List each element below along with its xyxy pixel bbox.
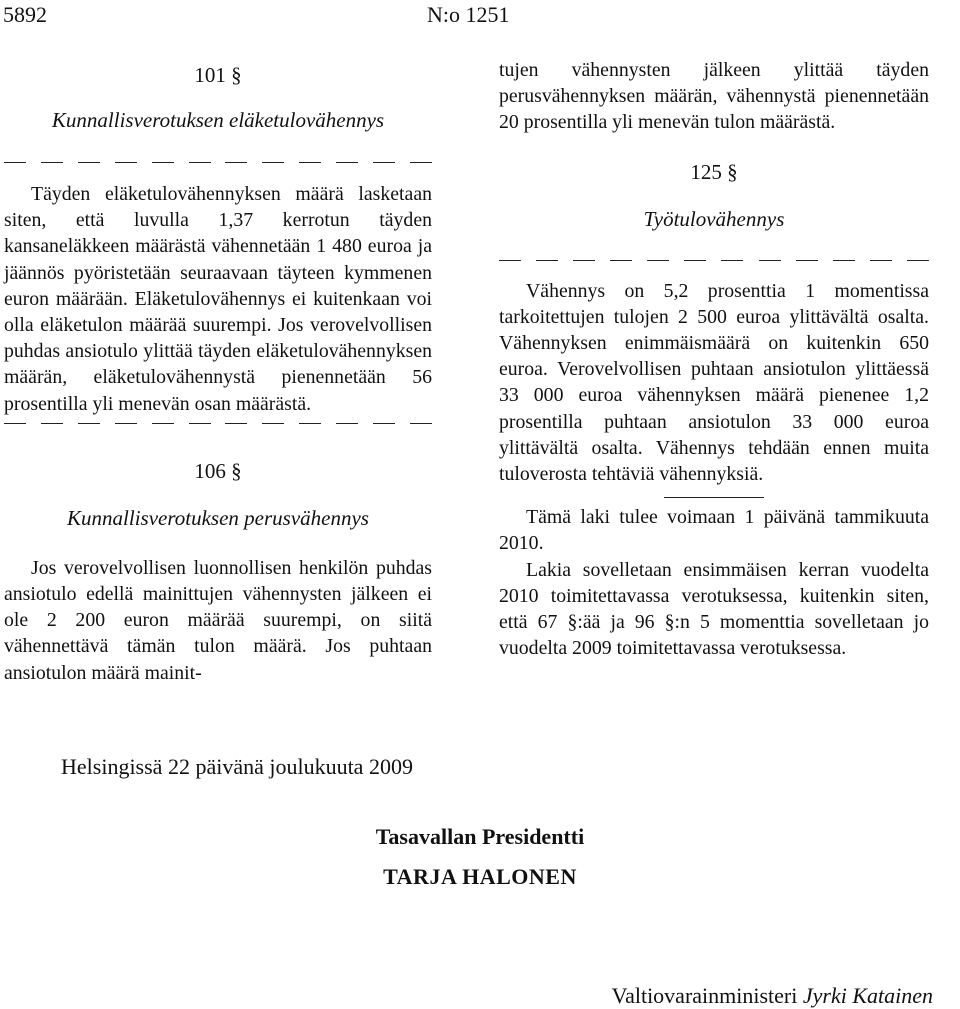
left-column xyxy=(4,57,432,686)
section-125-text: Vähennys on 5,2 prosenttia 1 momentissa tarkoitettujen tulojen 2 500 euroa ylittävältä osalta. Vähennyksen enimmäismäärä on kuitenkin 650 euroa. Verovelvollisen puhtaan ansiotulon ylittäessä 33 000 euroa vähennyksen määrä pienenee 1,2 prosentilla puhtaan ansiotulon 33 000 euroa ylittävältä osalta. Vähennys tehdään ennen muita tuloverosta tehtäviä vähennyksiä. xyxy=(499,279,929,486)
issue-number: N:o 1251 xyxy=(427,2,510,27)
section-106-number: 106 § xyxy=(194,458,242,483)
omission-dashes xyxy=(4,419,432,429)
section-101-number: 101 § xyxy=(194,63,242,87)
page-number: 5892 xyxy=(3,2,47,27)
section-125-title: Työtulovähennys xyxy=(643,206,785,231)
omission-dashes xyxy=(499,256,929,266)
separator-rule xyxy=(664,497,764,498)
section-106-continued: tujen vähennysten jälkeen ylittää täyden perusvähennyksen määrän, vähennystä pienennetään 20 prosentilla yli menevän tulon määrästä. xyxy=(499,59,929,134)
minister-name: Jyrki Katainen xyxy=(802,983,933,1008)
minister-signature xyxy=(612,983,933,1009)
place-and-date: Helsingissä 22 päivänä joulukuuta 2009 xyxy=(61,754,413,779)
signatory-name: TARJA HALONEN xyxy=(383,864,577,889)
minister-role: Valtiovarainministeri xyxy=(611,983,798,1008)
section-106-text: Jos verovelvollisen luonnollisen henkilön puhdas ansiotulo edellä mainittujen vähennysten jälkeen ei ole 2 200 euron määrää suurempi, on siitä vähennettävä tämän tulon määrä. Jos puhtaan ansiotulon määrä mainit- xyxy=(4,556,432,684)
section-106-title: Kunnallisverotuksen perusvähennys xyxy=(67,505,369,530)
omission-dashes xyxy=(4,157,432,167)
right-column xyxy=(499,57,929,661)
application-clause: Lakia sovelletaan ensimmäisen kerran vuodelta 2010 toimitettavassa verotuksessa, kuitenkin siten, että 67 §:ää ja 96 §:n 5 momenttia sovelletaan jo vuodelta 2009 toimitettavassa verotuksessa. xyxy=(499,558,929,660)
section-125-number: 125 § xyxy=(690,159,738,184)
signatory-title: Tasavallan Presidentti xyxy=(375,824,585,849)
section-101-title: Kunnallisverotuksen eläketulovähennys xyxy=(51,108,385,132)
entry-into-force: Tämä laki tulee voimaan 1 päivänä tammikuuta 2010. xyxy=(499,506,929,555)
section-101-text: Täyden eläketulovähennyksen määrä lasketaan siten, että luvulla 1,37 kerrotun täyden kansaneläkkeen määrästä vähennetään 1 480 euroa ja jäännös pyöristetään seuraavaan täyteen kymmenen euron määrään. Eläketulovähennys ei kuitenkaan voi olla eläketulon määrää suurempi. Jos verovelvollisen puhdas ansiotulo ylittää täyden eläketulovähennyksen määrän, eläketulovähennystä pienennetään 56 prosentilla yli menevän osan määrästä. xyxy=(4,183,432,415)
